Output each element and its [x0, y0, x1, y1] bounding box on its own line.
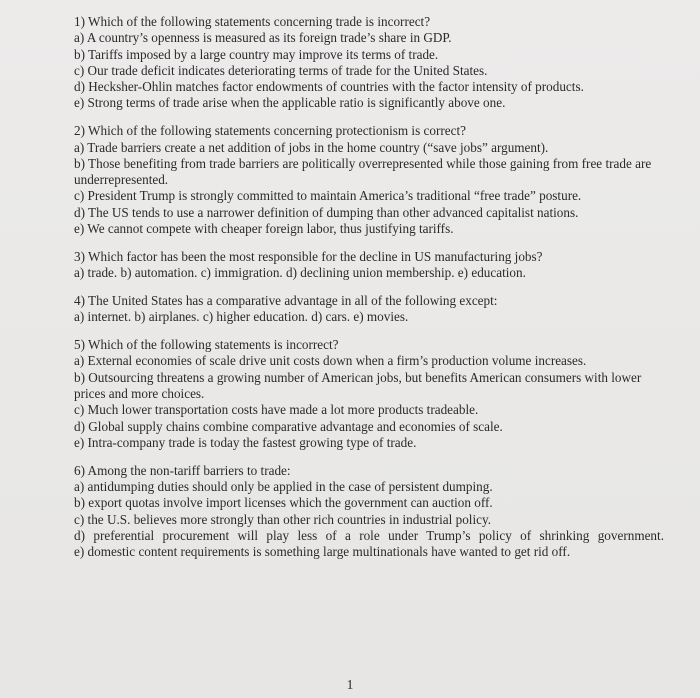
question-list [74, 14, 664, 572]
question-stem: 4) The United States has a comparative advantage in all of the following except: [74, 292, 498, 308]
answer-option: a) internet. b) airplanes. c) higher education. d) cars. e) movies. [74, 309, 409, 325]
page-number: 1 [346, 677, 354, 692]
question-2 [74, 123, 664, 237]
answer-option: a) Trade barriers create a net addition of jobs in the home country (“save jobs” argument). [74, 139, 549, 155]
answer-option: d) preferential procurement will play less of a role under Trump’s policy of shrinking government. [74, 527, 664, 543]
answer-option: e) Strong terms of trade arise when the applicable ratio is significantly above one. [74, 95, 506, 111]
answer-option: d) Hecksher-Ohlin matches factor endowments of countries with the factor intensity of products. [74, 79, 584, 95]
answer-option: d) The US tends to use a narrower definition of dumping than other advanced capitalist nations. [74, 204, 579, 220]
answer-option: e) Intra-company trade is today the fastest growing type of trade. [74, 434, 417, 450]
answer-option: e) domestic content requirements is something large multinationals have wanted to get rid off. [74, 544, 571, 560]
answer-option: e) We cannot compete with cheaper foreign labor, thus justifying tariffs. [74, 221, 454, 237]
question-stem: 5) Which of the following statements is incorrect? [74, 337, 339, 353]
question-4 [74, 293, 664, 326]
answer-option: c) President Trump is strongly committed to maintain America’s traditional “free trade” posture. [74, 188, 582, 204]
answer-option: a) A country’s openness is measured as its foreign trade’s share in GDP. [74, 30, 452, 46]
answer-option: a) trade. b) automation. c) immigration. d) declining union membership. e) education. [74, 265, 526, 281]
question-stem: 2) Which of the following statements concerning protectionism is correct? [74, 123, 466, 139]
answer-option: b) export quotas involve import licenses which the government can auction off. [74, 495, 493, 511]
answer-option: b) Those benefiting from trade barriers are politically overrepresented while those gaining from free trade are underrepresented. [74, 155, 652, 188]
question-stem: 6) Among the non-tariff barriers to trade: [74, 462, 291, 478]
answer-option: c) Much lower transportation costs have made a lot more products tradeable. [74, 402, 479, 418]
answer-option: b) Tariffs imposed by a large country may improve its terms of trade. [74, 46, 439, 62]
question-stem: 1) Which of the following statements concerning trade is incorrect? [74, 14, 431, 29]
question-3 [74, 249, 664, 282]
answer-option: d) Global supply chains combine comparative advantage and economies of scale. [74, 418, 503, 434]
question-6 [74, 463, 664, 561]
question-5 [74, 337, 664, 451]
question-stem: 3) Which factor has been the most responsible for the decline in US manufacturing jobs? [74, 248, 543, 264]
answer-option: a) antidumping duties should only be applied in the case of persistent dumping. [74, 478, 493, 494]
answer-option: b) Outsourcing threatens a growing number of American jobs, but benefits American consumers with lower prices and more choices. [74, 369, 642, 401]
answer-option: a) External economies of scale drive unit costs down when a firm’s production volume increases. [74, 353, 587, 369]
answer-option: c) the U.S. believes more strongly than other rich countries in industrial policy. [74, 511, 492, 527]
answer-option: c) Our trade deficit indicates deteriorating terms of trade for the United States. [74, 62, 488, 78]
question-1 [74, 14, 664, 112]
